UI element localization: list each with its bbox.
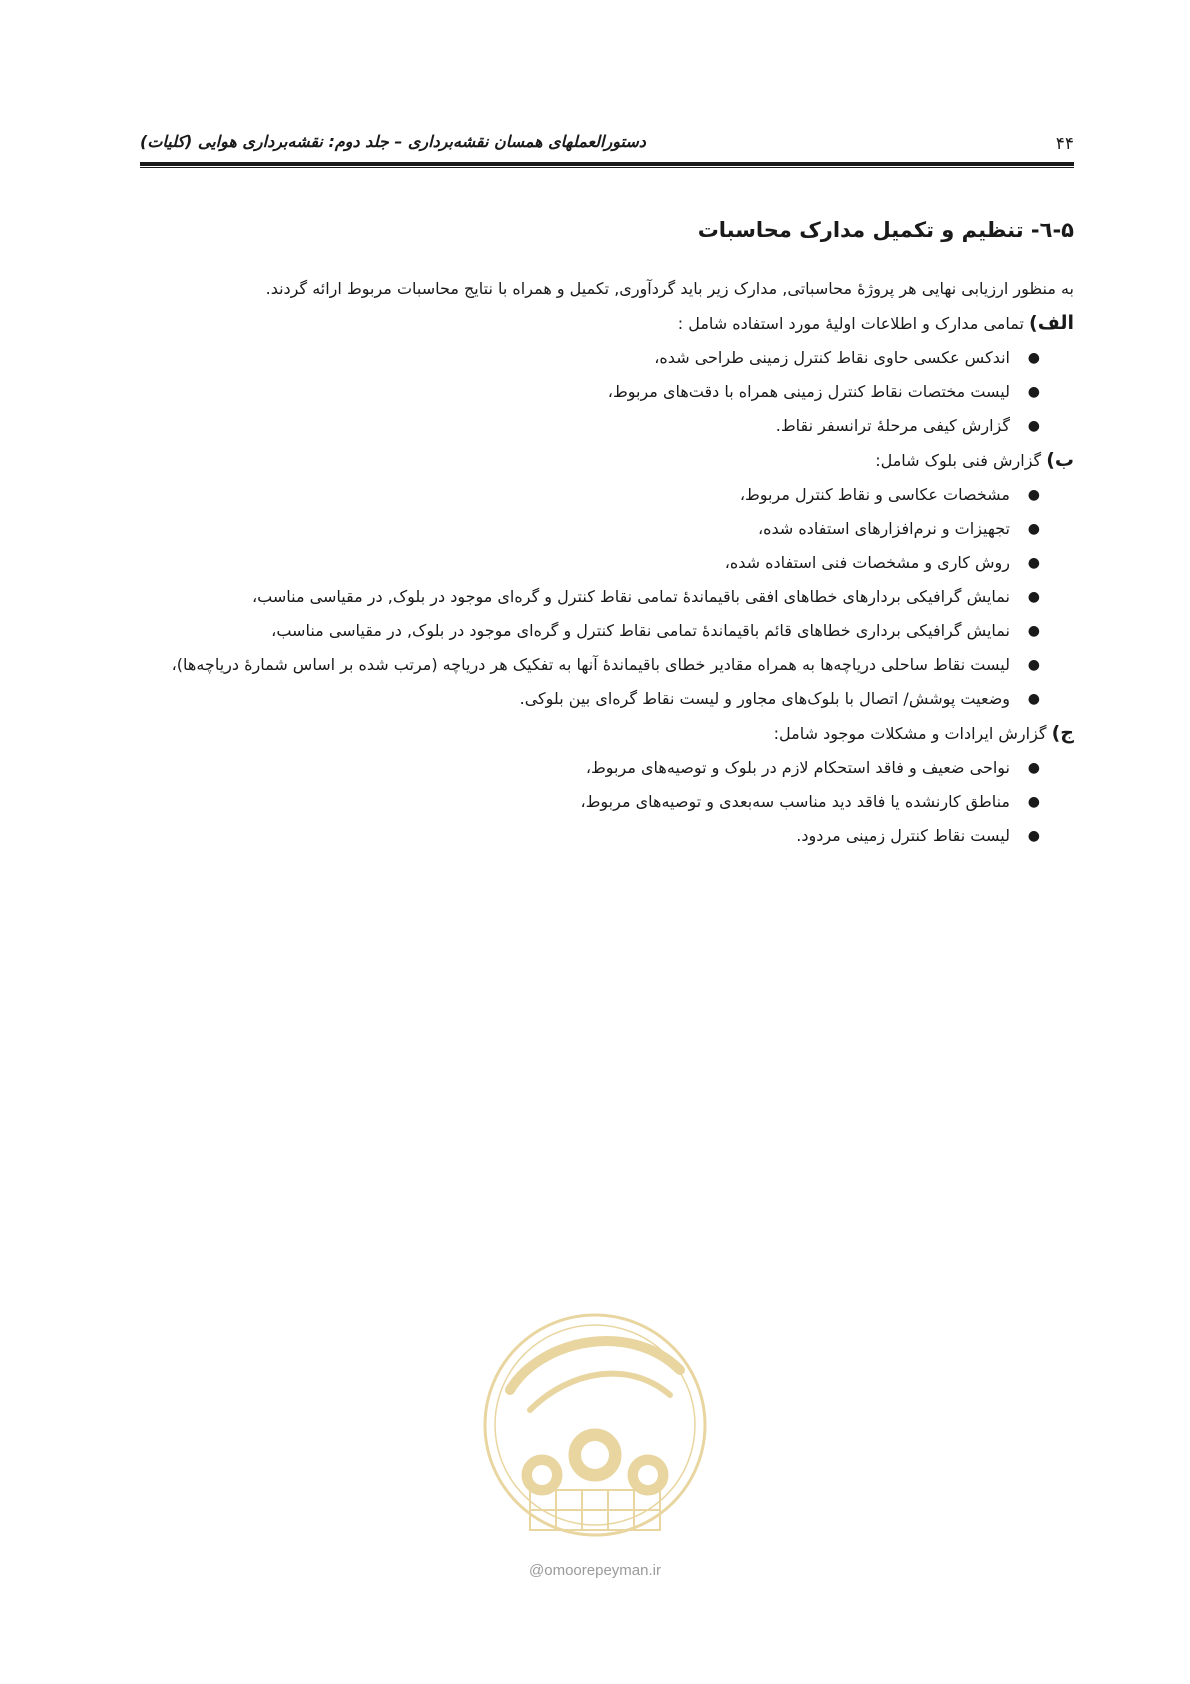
watermark-logo-icon — [480, 1300, 710, 1560]
bullet-icon: ● — [1027, 589, 1040, 605]
list-item-text: تجهیزات و نرم‌افزارهای استفاده شده، — [757, 519, 1010, 538]
bullet-list — [140, 751, 1074, 853]
list-item-text: مناطق کارنشده یا فاقد دید مناسب سه‌بعدی و توصیه‌های مربوط، — [580, 792, 1010, 811]
list-item — [140, 546, 1040, 580]
bullet-icon: ● — [1027, 350, 1040, 366]
bullet-icon: ● — [1027, 521, 1040, 537]
bullet-icon: ● — [1027, 555, 1040, 571]
bullet-icon: ● — [1027, 794, 1040, 810]
list-item — [140, 580, 1040, 614]
list-item — [140, 341, 1040, 375]
bullet-icon: ● — [1027, 418, 1040, 434]
list-item-text: اندکس عکسی حاوی نقاط کنترل زمینی طراحی شده، — [654, 348, 1010, 367]
list-item-text: نمایش گرافیکی برداری خطاهای قائم باقیماندۀ تمامی نقاط کنترل و گره‌ای موجود در بلوک, در مقیاسی مناسب، — [271, 621, 1010, 640]
group-heading — [140, 443, 1074, 478]
list-item — [140, 819, 1040, 853]
bullet-list — [140, 341, 1074, 443]
list-item-text: نواحی ضعیف و فاقد استحکام لازم در بلوک و توصیه‌های مربوط، — [585, 758, 1010, 777]
list-item — [140, 512, 1040, 546]
section-heading: ۵-٦- تنظیم و تکمیل مدارک محاسبات — [697, 218, 1074, 242]
list-item-text: وضعیت پوشش/ اتصال با بلوک‌های مجاور و لیست نقاط گره‌ای بین بلوکی. — [519, 689, 1010, 708]
bullet-icon: ● — [1027, 657, 1040, 673]
list-item — [140, 648, 1040, 682]
list-item-text: لیست نقاط کنترل زمینی مردود. — [796, 826, 1010, 845]
bullet-icon: ● — [1027, 384, 1040, 400]
list-item-text: نمایش گرافیکی بردارهای خطاهای افقی باقیماندۀ تمامی نقاط کنترل و گره‌ای موجود در بلوک, در مقیاسی مناسب، — [251, 587, 1010, 606]
list-item-text: لیست نقاط ساحلی دریاچه‌ها به همراه مقادیر خطای باقیماندۀ آنها به تفکیک هر دریاچه (مرتب شده بر اساس شمارۀ دریاچه‌ها)، — [171, 655, 1010, 674]
list-item — [140, 409, 1040, 443]
group-letter: الف) — [1029, 312, 1074, 334]
running-title: دستورالعملهای همسان نقشه‌برداری – جلد دوم: نقشه‌برداری هوایی (کلیات) — [140, 132, 646, 151]
document-body — [140, 210, 1074, 853]
group-letter: ب) — [1046, 449, 1074, 471]
list-item-text: لیست مختصات نقاط کنترل زمینی همراه با دقت‌های مربوط، — [607, 382, 1010, 401]
bullet-list — [140, 478, 1074, 716]
bullet-icon: ● — [1027, 487, 1040, 503]
page-number: ۴۴ — [1055, 134, 1074, 154]
group-letter: ج) — [1051, 722, 1074, 744]
bullet-icon: ● — [1027, 623, 1040, 639]
group-title: گزارش فنی بلوک شامل: — [875, 451, 1047, 470]
group-title: تمامی مدارک و اطلاعات اولیۀ مورد استفاده شامل : — [677, 314, 1030, 333]
bullet-icon: ● — [1027, 760, 1040, 776]
list-item-text: مشخصات عکاسی و نقاط کنترل مربوط، — [739, 485, 1010, 504]
watermark-stamp — [480, 1300, 710, 1590]
header-rule — [140, 162, 1074, 168]
list-item — [140, 375, 1040, 409]
list-item — [140, 614, 1040, 648]
list-item — [140, 682, 1040, 716]
group-title: گزارش ایرادات و مشکلات موجود شامل: — [773, 724, 1052, 743]
bullet-icon: ● — [1027, 828, 1040, 844]
list-item-text: روش کاری و مشخصات فنی استفاده شده، — [724, 553, 1010, 572]
group-heading — [140, 306, 1074, 341]
group-heading — [140, 716, 1074, 751]
intro-paragraph: به منظور ارزیابی نهایی هر پروژۀ محاسباتی, مدارک زیر باید گردآوری, تکمیل و همراه با نتایج محاسبات مربوط ارائه گردند. — [265, 279, 1074, 298]
list-item — [140, 478, 1040, 512]
watermark-caption: @omoorepeyman.ir — [529, 1562, 661, 1579]
list-item-text: گزارش کیفی مرحلۀ ترانسفر نقاط. — [775, 416, 1010, 435]
list-item — [140, 751, 1040, 785]
list-item — [140, 785, 1040, 819]
page-header — [140, 122, 1074, 170]
bullet-icon: ● — [1027, 691, 1040, 707]
